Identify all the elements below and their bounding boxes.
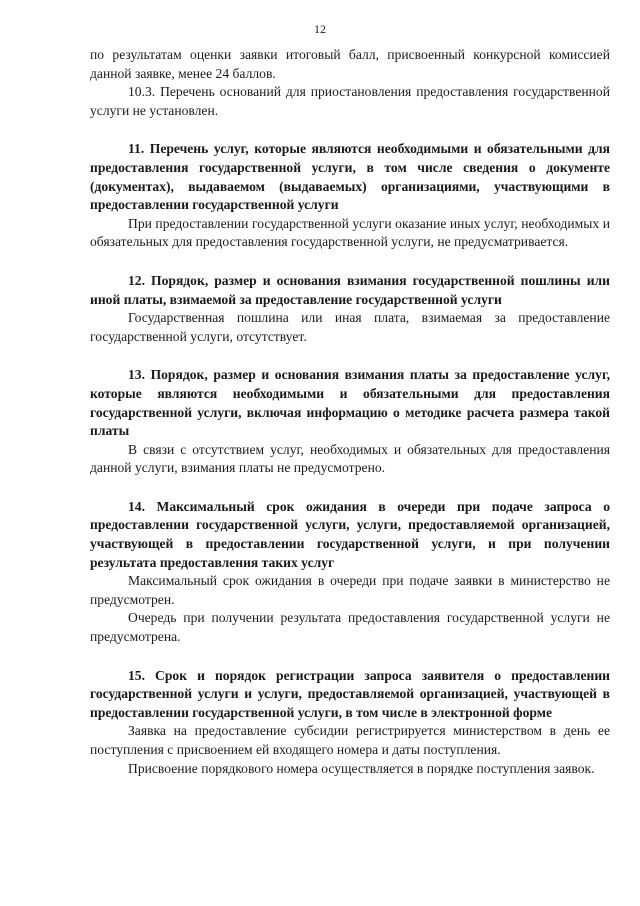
section-11-paragraph-1: При предоставлении государственной услуги оказание иных услуг, необходимых и обязательных для предоставления государственной услуги, не предусматривается. — [90, 215, 610, 250]
document-body — [90, 46, 610, 778]
section-11-heading: 11. Перечень услуг, которые являются необходимыми и обязательными для предоставления государственной услуги, в том числе сведения о документе (документах), выдаваемом (выдаваемых) организациями, участвующими в предоставлении государственной услуги — [90, 141, 610, 213]
section-13-paragraph-1: В связи с отсутствием услуг, необходимых и обязательных для предоставления данной услуги, взимания платы не предусмотрено. — [90, 441, 610, 476]
page-number: 12 — [314, 22, 326, 36]
section-14-paragraph-2: Очередь при получении результата предоставления государственной услуги не предусмотрена. — [90, 610, 610, 645]
intro-paragraph-2: 10.3. Перечень оснований для приостановления предоставления государственной услуги не установлен. — [90, 84, 610, 118]
section-14-paragraph-1: Максимальный срок ожидания в очереди при подаче заявки в министерство не предусмотрен. — [90, 573, 610, 607]
section-14-heading: 14. Максимальный срок ожидания в очереди при подаче запроса о предоставлении государственной услуги, услуги, предоставляемой организацией, участвующей в предоставлении государственной услуги, и при получении результата предоставления таких услуг — [90, 498, 610, 570]
section-15-paragraph-2: Присвоение порядкового номера осуществляется в порядке поступления заявок. — [128, 760, 595, 776]
section-15-heading: 15. Срок и порядок регистрации запроса заявителя о предоставлении государственной услуги и услуги, предоставляемой организацией, участвующей в предоставлении государственной услуги, в том числе в электронной форме — [90, 667, 610, 720]
section-12-heading: 12. Порядок, размер и основания взимания государственной пошлины или иной платы, взимаемой за предоставление государственной услуги — [90, 272, 610, 307]
intro-paragraph-1: по результатам оценки заявки итоговый балл, присвоенный конкурсной комиссией данной заявке, менее 24 баллов. — [90, 47, 610, 81]
section-15-paragraph-1: Заявка на предоставление субсидии регистрируется министерством в день ее поступления с присвоением ей входящего номера и даты поступления. — [90, 723, 610, 757]
section-12-paragraph-1: Государственная пошлина или иная плата, взимаемая за предоставление государственной услуги, отсутствует. — [90, 310, 610, 344]
section-13-heading: 13. Порядок, размер и основания взимания платы за предоставление услуг, которые являются необходимыми и обязательными для предоставления государственной услуги, включая информацию о методике расчета размера такой платы — [90, 367, 610, 439]
